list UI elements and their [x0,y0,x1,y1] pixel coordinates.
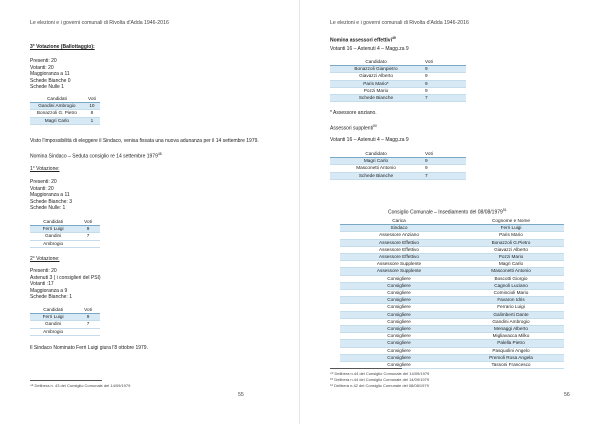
table-cell: Bonazzoli G.Pietro [458,239,564,246]
table-cell: Menaggi Alberto [458,326,564,333]
table-row [30,226,100,233]
ballot3-table [30,96,100,125]
page-number: 56 [564,392,570,398]
table-row [30,233,100,240]
footnote-ref: 48 [157,152,162,156]
footnote-rule [330,368,402,369]
section-title-text: Assessori supplenti [330,125,374,132]
table-row [340,311,564,318]
table-row [340,340,564,347]
table-row [30,240,100,247]
table-row [330,165,466,172]
section-title [330,35,396,44]
table-row [30,321,100,328]
table-cell [76,240,100,247]
page-number: 55 [238,392,244,398]
table-cell: Ferrario Luigi [458,304,564,311]
table-row [330,95,466,102]
table-cell: Consigliere [340,318,458,325]
table-row [340,261,564,268]
info-line: Schede Bianche: 3 [30,198,72,205]
table-cell: Gandini [30,233,76,240]
footnote-rule [30,380,102,381]
table-cell: Schede Bianche [330,95,422,102]
table-cell: 9 [422,80,466,87]
info-line: Astenuti 3 ( i consiglieri del PSI) [30,274,101,281]
table-cell: 9 [422,73,466,80]
footnote-ref: 50 [373,124,377,128]
ballot1-title: 1° Votazione: [30,166,60,172]
supplenti-table [330,151,466,180]
table-cell: Masconetti Antonio [330,165,422,172]
table-cell: Cagnoli Luciano [458,282,564,289]
table-cell: Sindaco [340,225,458,232]
ballot2-title: 2° Votazione: [30,256,60,262]
table-header: Voti [422,151,466,158]
info-line: Presenti: 20 [30,179,57,185]
table-row [30,110,100,117]
table-cell: Gandini Ambrogio [30,103,84,110]
table-row [340,254,564,261]
table-row [330,66,466,73]
footnote: ⁵⁰ Delibera n.44 del Consiglio Comunale del 14/09/1979 [330,377,430,382]
table-cell: Boscotti Giorgio [458,275,564,282]
paragraph [30,151,162,160]
table-cell: Consigliere [340,282,458,289]
table-header: Voti [76,307,100,314]
table-cell: Bonazzoli G. Pietro [30,110,84,117]
table-cell: 10 [84,103,100,110]
table-row [330,80,466,87]
table-row [330,172,466,179]
table-row [340,268,564,275]
table-cell: Consigliere [340,347,458,354]
table-cell: Consigliere [340,304,458,311]
table-cell: Assessore Effettivo [340,239,458,246]
table-cell: Palella Pietro [458,340,564,347]
table-cell: Ambrogio [30,240,76,247]
table-cell: 9 [422,87,466,94]
table-row [330,87,466,94]
table-cell: Paris Mario [458,232,564,239]
info-line: Maggioranza a 9 [30,287,68,294]
right-page [300,0,600,424]
table-header: Cognome e Nome [458,218,564,225]
assessori-table [330,59,466,102]
table-cell: Schede Bianche [330,172,422,179]
info-line: Presenti: 20 [30,58,57,64]
table-cell: 9 [76,314,100,321]
table-row [340,290,564,297]
table-row [340,326,564,333]
table-cell: Comincioli Mario [458,290,564,297]
section-title [330,123,377,132]
table-header: Candidati [30,307,76,314]
note: * Assessore anziano. [330,110,377,116]
table-cell: Pozzi Mario [330,87,422,94]
council-table [340,218,564,369]
table-cell: Gandini [30,321,76,328]
council-title-text: Consiglio Comunale – Insediamento del 08/08/1979 [388,209,503,216]
table-header: Carica [340,218,458,225]
table-cell: Consigliere [340,340,458,347]
info-line: Maggioranza a 11 [30,71,70,77]
table-header: Voti [76,219,100,226]
table-row [340,333,564,340]
table-cell: Ferri Luigi [30,314,76,321]
table-cell: Favaron Idris [458,297,564,304]
table-cell: 8 [84,110,100,117]
table-row [30,117,100,124]
council-title [388,207,507,216]
footnote: ⁴⁸ Delibera n. 43 del Consiglio Comunale del 14/09/1979 [30,383,131,388]
table-cell: Assessore Supplente [340,268,458,275]
table-cell: Paris Mario* [330,80,422,87]
info-line: Maggioranza a 11 [30,192,70,198]
table-cell: Consigliere [340,311,458,318]
table-cell: 1 [84,117,100,124]
table-cell: 9 [422,66,466,73]
table-header: Candidati [30,96,84,103]
table-header: Candidato [330,151,422,158]
table-row [330,73,466,80]
paragraph: Visto l'impossibilità di eleggere il Sindaco, venisa fissata una nuova adunanza per il 14 settembre 1979. [30,138,259,144]
table-cell: Consigliere [340,326,458,333]
info-line: Votanti: 20 [30,64,54,71]
paragraph-text: Nomina Sindaco – Seduta consiglio re 14 settembre 1979 [30,153,158,160]
paragraph: Il Sindaco Nominato Ferri Luigi giura l'8 ottobre 1979. [30,345,148,351]
table-row [340,282,564,289]
table-cell: 7 [76,233,100,240]
info-line: Schede Bianche 0 [30,77,71,84]
running-header: Le elezioni e i governi comunali di Rivolta d'Adda 1946-2016 [30,20,169,26]
table-cell: Pozzi Mario [458,254,564,261]
table-cell: Magri Carlo [458,261,564,268]
table-cell: Tassoni Francesco [458,362,564,369]
table-cell: Consigliere [340,354,458,361]
info-line: Votanti: 20 [30,185,54,192]
table-cell: 9 [76,226,100,233]
votes-line: Votanti 16 – Astenuti 4 – Magg.za 9 [330,137,409,143]
table-cell: Giavazzi Alberto [458,246,564,253]
votes-line: Votanti 16 – Astenuti 4 – Magg.za 9 [330,46,409,52]
ballot1-table [30,219,100,248]
table-cell: Migliavacca Milko [458,333,564,340]
table-row [30,103,100,110]
footnote: ⁴⁹ Delibera n.44 del Consiglio Comunale del 14/09/1979 [330,371,430,376]
ballot3-title: 3° Votazione (Ballottaggio): [30,44,95,50]
table-cell: Giavazzi Alberto [330,73,422,80]
table-cell: Consigliere [340,297,458,304]
table-cell: Ferri Luigi [458,225,564,232]
table-cell [76,328,100,335]
table-cell: 7 [76,321,100,328]
table-row [340,225,564,232]
table-cell: Galimberti Dante [458,311,564,318]
table-cell: Consigliere [340,290,458,297]
info-line: Schede Bianche: 1 [30,294,72,300]
table-row [340,318,564,325]
table-cell: Pasquolini Angelo [458,347,564,354]
table-row [330,158,466,165]
table-cell: Bonazzoli Gianpietro [330,66,422,73]
table-header: Voti [422,59,466,66]
table-cell: Assessore Supplente [340,261,458,268]
table-header: Candidati [30,219,76,226]
table-cell: Magri Carlo [30,117,84,124]
footnote-ref: 51 [502,208,507,212]
info-line: Presenti: 20 [30,268,57,274]
table-row [340,275,564,282]
table-row [340,239,564,246]
table-cell: Masconetti Antonio [458,268,564,275]
table-row [340,297,564,304]
info-line: Schede Nulle: 1 [30,205,66,211]
section-title-text: Nomina assessori effettivi [330,37,392,44]
table-cell: 7 [422,172,466,179]
table-row [340,347,564,354]
table-row [340,354,564,361]
table-cell: Assessore Anziano [340,232,458,239]
footnote: ⁵¹ Delibera n.42 del Consiglio Comunale del 08/08/1979 [330,383,429,388]
table-cell: 9 [422,165,466,172]
table-row [340,304,564,311]
table-row [30,328,100,335]
table-cell: 7 [422,95,466,102]
table-header: Voti [84,96,100,103]
table-cell: Premoli Rosa Angela [458,354,564,361]
table-row [340,246,564,253]
table-cell: 9 [422,158,466,165]
table-cell: Magri Carlo [330,158,422,165]
table-cell: Consigliere [340,333,458,340]
running-header: Le elezioni e i governi comunali di Rivolta d'Adda 1946-2016 [330,20,469,26]
table-cell: Consigliere [340,362,458,369]
info-line: Votanti :17 [30,281,54,287]
table-cell: Consigliere [340,275,458,282]
table-row [30,314,100,321]
table-cell: Gandini Ambrogio [458,318,564,325]
table-header: Candidato [330,59,422,66]
table-cell: Ferri Luigi [30,226,76,233]
table-cell: Assessore Effettivo [340,254,458,261]
ballot2-table [30,307,100,336]
info-line: Schede Nulle 1 [30,84,64,90]
table-row [340,232,564,239]
table-cell: Assessore Effettivo [340,246,458,253]
table-cell: Ambrogio [30,328,76,335]
footnote-ref: 49 [391,36,396,40]
